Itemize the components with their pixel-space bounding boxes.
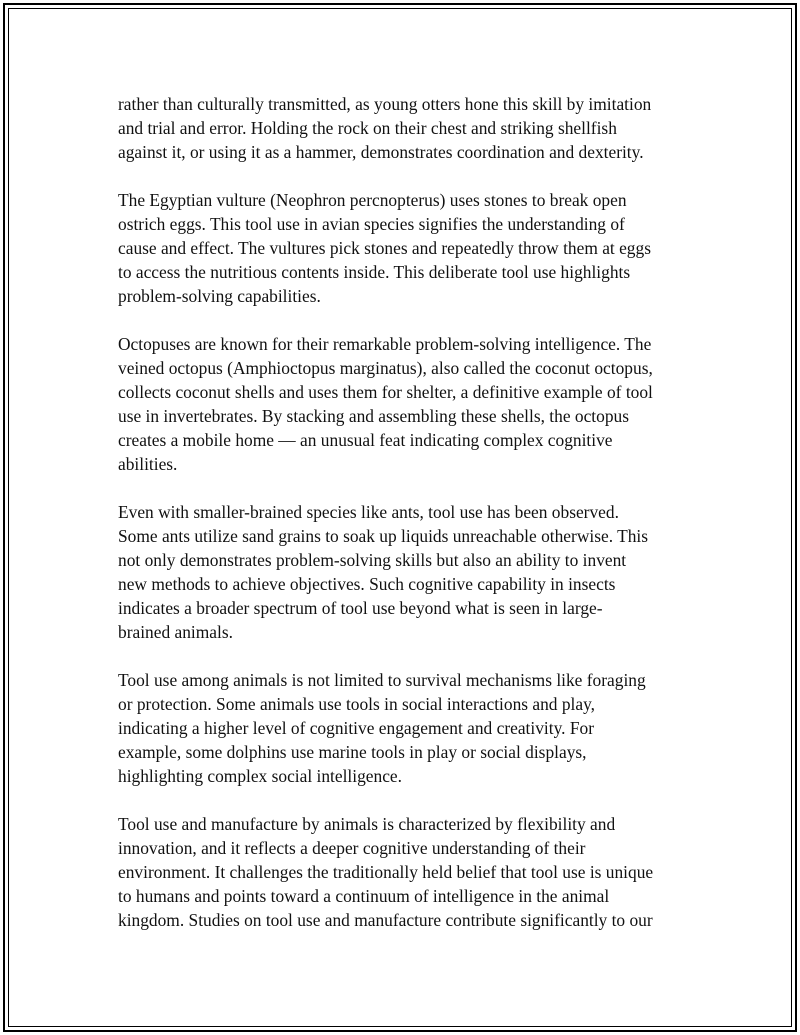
paragraph-social-tool-use bbox=[118, 668, 690, 788]
text-line: Octopuses are known for their remarkable problem-solving intelligence. The bbox=[118, 334, 652, 354]
text-line: to access the nutritious contents inside. This deliberate tool use highlights bbox=[118, 262, 631, 282]
text-line: problem-solving capabilities. bbox=[118, 286, 321, 306]
text-line: example, some dolphins use marine tools in play or social displays, bbox=[118, 742, 587, 762]
document-body bbox=[118, 92, 690, 956]
paragraph-sea-otters bbox=[118, 92, 690, 164]
text-line: environment. It challenges the traditionally held belief that tool use is unique bbox=[118, 862, 654, 882]
text-line: ostrich eggs. This tool use in avian species signifies the understanding of bbox=[118, 214, 625, 234]
text-line: abilities. bbox=[118, 454, 178, 474]
text-line: indicating a higher level of cognitive engagement and creativity. For bbox=[118, 718, 594, 738]
text-line: collects coconut shells and uses them for shelter, a definitive example of tool bbox=[118, 382, 653, 402]
text-line: not only demonstrates problem-solving skills but also an ability to invent bbox=[118, 550, 627, 570]
text-line: creates a mobile home — an unusual feat indicating complex cognitive bbox=[118, 430, 613, 450]
text-line: and trial and error. Holding the rock on their chest and striking shellfish bbox=[118, 118, 617, 138]
text-line: Tool use among animals is not limited to survival mechanisms like foraging bbox=[118, 670, 646, 690]
text-line: new methods to achieve objectives. Such cognitive capability in insects bbox=[118, 574, 616, 594]
text-line: veined octopus (Amphioctopus marginatus), also called the coconut octopus, bbox=[118, 358, 653, 378]
text-line: cause and effect. The vultures pick stones and repeatedly throw them at eggs bbox=[118, 238, 651, 258]
text-line: Tool use and manufacture by animals is characterized by flexibility and bbox=[118, 814, 616, 834]
text-line: highlighting complex social intelligence. bbox=[118, 766, 402, 786]
paragraph-conclusion bbox=[118, 812, 690, 932]
text-line: Even with smaller-brained species like ants, tool use has been observed. bbox=[118, 502, 619, 522]
text-line: innovation, and it reflects a deeper cognitive understanding of their bbox=[118, 838, 586, 858]
text-line: against it, or using it as a hammer, demonstrates coordination and dexterity. bbox=[118, 142, 644, 162]
text-line: to humans and points toward a continuum of intelligence in the animal bbox=[118, 886, 610, 906]
text-line: Some ants utilize sand grains to soak up liquids unreachable otherwise. This bbox=[118, 526, 648, 546]
text-line: use in invertebrates. By stacking and assembling these shells, the octopus bbox=[118, 406, 629, 426]
text-line: kingdom. Studies on tool use and manufacture contribute significantly to our bbox=[118, 910, 653, 930]
text-line: rather than culturally transmitted, as young otters hone this skill by imitation bbox=[118, 94, 652, 114]
text-line: brained animals. bbox=[118, 622, 233, 642]
paragraph-egyptian-vulture bbox=[118, 188, 690, 308]
paragraph-ants bbox=[118, 500, 690, 644]
text-line: The Egyptian vulture (Neophron percnopterus) uses stones to break open bbox=[118, 190, 627, 210]
text-line: or protection. Some animals use tools in social interactions and play, bbox=[118, 694, 596, 714]
paragraph-octopuses bbox=[118, 332, 690, 476]
text-line: indicates a broader spectrum of tool use beyond what is seen in large- bbox=[118, 598, 603, 618]
